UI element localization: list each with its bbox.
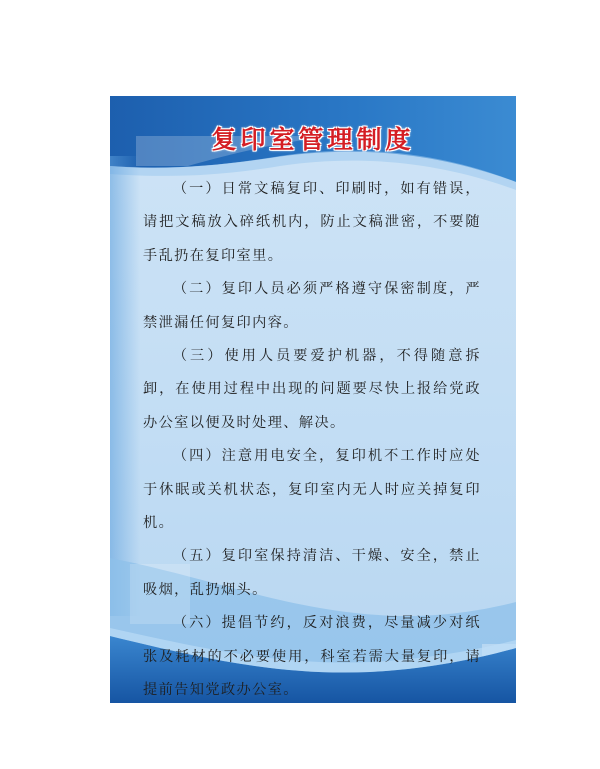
rule-item-1: （一）日常文稿复印、印刷时，如有错误，请把文稿放入碎纸机内，防止文稿泄密，不要随手乱扔在复印室里。 xyxy=(143,181,481,264)
rule-item-3: （三）使用人员要爱护机器，不得随意拆卸，在使用过程中出现的问题要尽快上报给党政办公室以便及时处理、解决。 xyxy=(143,348,481,431)
notice-board xyxy=(110,96,516,703)
rule-item-2: （二）复印人员必须严格遵守保密制度，严禁泄漏任何复印内容。 xyxy=(143,281,481,331)
rule-item-4: （四）注意用电安全，复印机不工作时应处于休眠或关机状态，复印室内无人时应关掉复印机。 xyxy=(143,448,481,532)
rule-item-5: （五）复印室保持清洁、干燥、安全，禁止吸烟，乱扔烟头。 xyxy=(143,548,481,598)
rule-item-6: （六）提倡节约，反对浪费，尽量减少对纸张及耗材的不必要使用，科室若需大量复印，请提前告知党政办公室。 xyxy=(143,615,481,699)
page-title: 复印室管理制度 xyxy=(211,125,415,154)
rules-content xyxy=(143,173,481,703)
